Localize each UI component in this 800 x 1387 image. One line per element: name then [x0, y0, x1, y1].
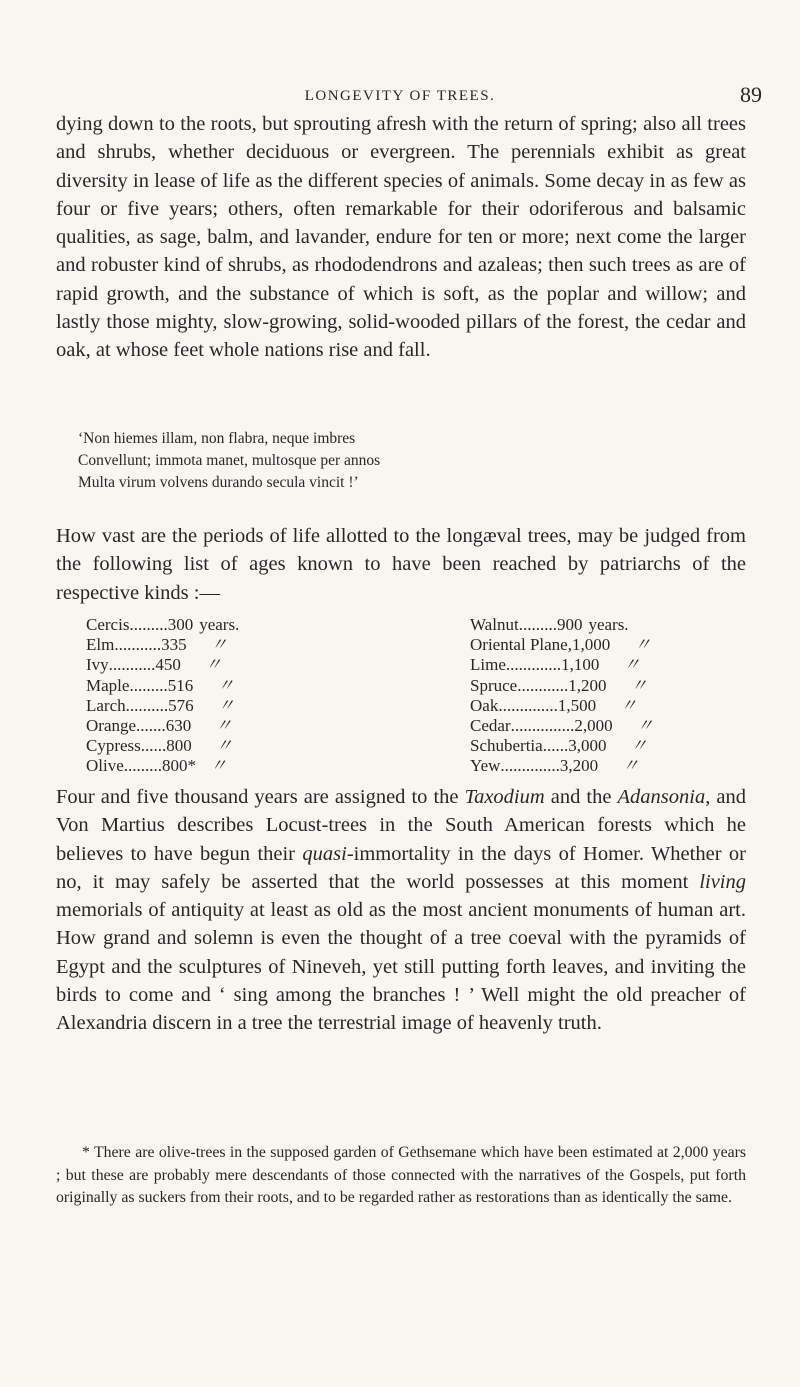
tree-name: Maple [86, 675, 130, 695]
tree-age: 2,000 [574, 716, 613, 736]
tree-age: 800 [166, 736, 192, 756]
tree-name: Walnut [470, 615, 519, 634]
tree-age: 1,000 [571, 635, 611, 655]
table-row: Yew .............. 3,200 〃 [470, 756, 640, 776]
tree-age: 1,100 [561, 655, 600, 675]
table-row: Orange ....... 630 〃 [86, 716, 233, 736]
running-head: LONGEVITY OF TREES. [304, 88, 496, 104]
table-row: Spruce ............ 1,200 〃 [470, 675, 648, 695]
tree-age: 3,000 [568, 736, 607, 756]
tree-name: Oak [470, 695, 499, 715]
table-row: Ivy ........... 450 〃 [86, 655, 222, 675]
table-row: Oak .............. 1,500 〃 [470, 695, 638, 715]
tree-age: 516 [167, 675, 194, 695]
tree-age: 300 [167, 615, 194, 634]
tree-age: 900 [556, 615, 583, 634]
tree-age: 1,500 [557, 695, 597, 715]
footnote: * There are olive-trees in the supposed garden of Gethsemane which have been estimated at 2,000 years ; but these are probably mere descendants of those connected with the narratives of the Gospels, put forth originally as suckers from their roots, and to be regarded rather as restorations than as identically the same. [56, 1144, 746, 1206]
ages-table-left [86, 615, 336, 777]
tree-name: Cypress [86, 736, 141, 756]
tree-age: 630 [165, 716, 192, 736]
tree-name: Cedar [470, 716, 511, 736]
quote-line-1: ‘Non hiemes illam, non flabra, neque imbres [78, 430, 356, 447]
table-row: Olive ......... 800* 〃 [86, 756, 228, 776]
table-row: Maple ......... 516 〃 [86, 675, 235, 695]
paragraph-perennials: dying down to the roots, but sprouting afresh with the return of spring; also all trees and shrubs, whether deciduous or evergreen. The perennials exhibit as great diversity in lease of life as the different species of animals. Some decay in as few as four or five years; others, often remarkable for their odoriferous and balsamic qualities, as sage, balm, and lavander, endure for ten or more; next come the larger and robuster kind of shrubs, as rhododendrons and azaleas; then such trees as are of rapid growth, and the substance of which is soft, as the poplar and willow; and lastly those mighty, slow-growing, solid-wooded pillars of the forest, the cedar and oak, at whose feet whole nations rise and fall. [56, 113, 746, 362]
table-row: Cercis ......... 300 years. [86, 615, 240, 634]
tree-name: Yew [470, 756, 501, 776]
tree-age: 1,200 [568, 675, 607, 695]
ages-table-right [470, 615, 770, 777]
tree-name: Orange [86, 716, 137, 736]
table-row: Lime ............. 1,100 〃 [470, 655, 641, 675]
tree-name: Olive [86, 756, 124, 776]
tree-age: 800* [162, 756, 197, 776]
tree-age: 3,200 [559, 756, 599, 776]
adansonia-term: Adansonia [617, 786, 706, 808]
paragraph-ancient-trees: Four and five thousand years are assigned to the Taxodium and the Adansonia, and Von Martius describes Locust-trees in the South American forests which he believes to have begun their quasi-immortality in the days of Homer. Whether or no, it may safely be asserted that the world possesses at this moment living memorials of antiquity at least as old as the most ancient monuments of human art. How grand and solemn is even the thought of a tree coeval with the pyramids of Egypt and the sculptures of Nineveh, yet still putting forth leaves, and inviting the birds to come and ‘ sing among the branches ! ’ Well might the old preacher of Alexandria discern in a tree the terrestrial image of heavenly truth. [56, 786, 746, 1035]
tree-name: Schubertia [470, 736, 543, 756]
tree-name: Spruce [470, 675, 518, 695]
tree-name: Larch [86, 695, 126, 715]
table-row: Schubertia ...... 3,000 〃 [470, 736, 648, 756]
table-row: Cedar ............... 2,000 〃 [470, 716, 654, 736]
tree-name: Oriental Plane, [470, 635, 572, 655]
tree-age: 450 [155, 655, 181, 675]
page-number: 89 [740, 82, 762, 107]
table-row: Walnut ......... 900 years. [470, 615, 629, 634]
table-row: Oriental Plane, 1,000 〃 [470, 635, 652, 655]
quasi-term: quasi [302, 842, 347, 865]
tree-name: Ivy [86, 655, 109, 675]
quote-line-2: Convellunt; immota manet, multosque per annos [78, 452, 381, 469]
tree-name: Cercis [86, 615, 130, 634]
tree-age: 576 [168, 695, 194, 715]
taxodium-term: Taxodium [464, 786, 545, 808]
latin-quotation [78, 428, 718, 494]
tree-age: 335 [161, 635, 187, 655]
tree-name: Elm [86, 635, 115, 655]
table-row: Larch .......... 576 〃 [86, 695, 235, 715]
tree-name: Lime [470, 655, 506, 675]
table-row: Cypress ...... 800 〃 [86, 736, 233, 756]
table-row: Elm ........... 335 〃 [86, 635, 228, 655]
paragraph-ages-intro: How vast are the periods of life allotted to the longæval trees, may be judged from the following list of ages known to have been reached by patriarchs of the respective kinds :— [56, 525, 746, 604]
living-term: living [699, 870, 746, 893]
quote-line-3: Multa virum volvens durando secula vincit !’ [78, 474, 359, 491]
